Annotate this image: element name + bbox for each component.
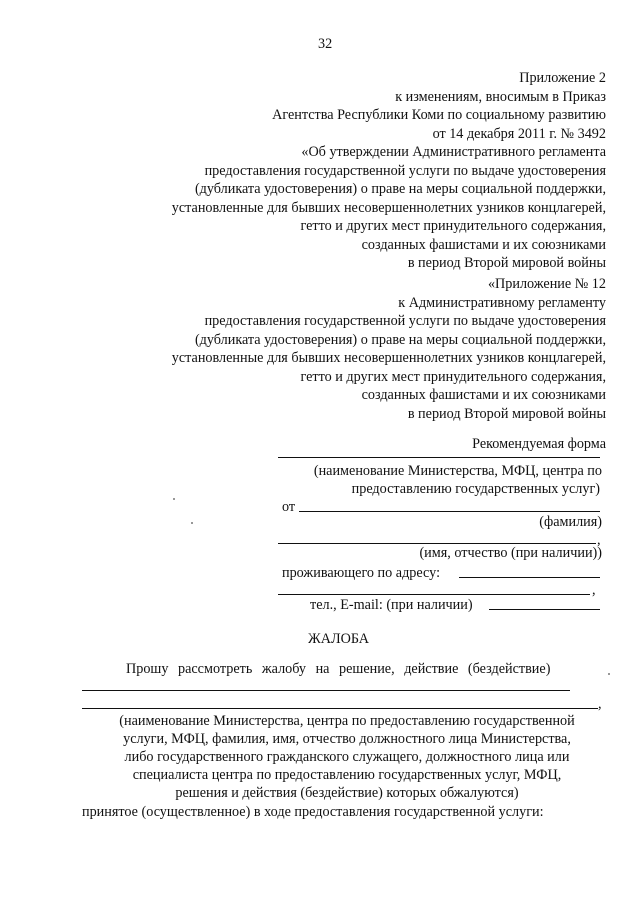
appendix-2-line: от 14 декабря 2011 г. № 3492 xyxy=(432,126,606,142)
appendix-12-line: (дубликата удостоверения) о праве на меры социальной поддержки, xyxy=(194,332,606,348)
appendix-2-line: Агентства Республики Коми по социальному развитию xyxy=(272,107,606,123)
recommended-form-label: Рекомендуемая форма xyxy=(472,436,606,452)
address-field-comma: , xyxy=(592,582,596,598)
page-number: 32 xyxy=(318,36,333,52)
address-field-continued[interactable] xyxy=(278,594,590,595)
name-field-comma: , xyxy=(597,532,601,548)
appendix-12-line: гетто и других мест принудительного содержания, xyxy=(300,369,606,385)
address-field[interactable] xyxy=(459,577,600,578)
appendix-2-line: установленные для бывших несовершеннолетних узников концлагерей, xyxy=(171,200,606,216)
appendix-2-line: созданных фашистами и их союзниками xyxy=(361,237,606,253)
appendix-12-line: установленные для бывших несовершеннолетних узников концлагерей, xyxy=(171,350,606,366)
complaint-caption-line: либо государственного гражданского служащего, должностного лица или xyxy=(124,749,570,765)
complaint-caption-line: услуги, МФЦ, фамилия, имя, отчество должностного лица Министерства, xyxy=(123,731,571,747)
complaint-caption-line: (наименование Министерства, центра по предоставлению государственной xyxy=(119,713,575,729)
name-field[interactable] xyxy=(278,543,596,544)
appendix-12-line: «Приложение № 12 xyxy=(487,276,606,292)
from-label: от xyxy=(282,499,296,515)
name-caption: (имя, отчество (при наличии)) xyxy=(419,545,602,561)
complaint-subject-comma: , xyxy=(598,696,602,712)
appendix-12-line: в период Второй мировой войны xyxy=(407,406,606,422)
phone-email-label: тел., E-mail: (при наличии) xyxy=(310,597,473,613)
scan-speck xyxy=(191,522,193,524)
appendix-2-line: предоставления государственной услуги по выдаче удостоверения xyxy=(204,163,606,179)
appendix-2-line: «Об утверждении Административного регламента xyxy=(301,144,606,160)
complaint-title: ЖАЛОБА xyxy=(308,631,370,647)
surname-field[interactable] xyxy=(299,511,600,512)
appendix-12-line: к Административному регламенту xyxy=(398,295,606,311)
phone-email-field[interactable] xyxy=(489,609,600,610)
complaint-subject-field[interactable] xyxy=(82,690,570,691)
complaint-adopted-line: принятое (осуществленное) в ходе предоставления государственной услуги: xyxy=(82,804,544,820)
appendix-2-line: (дубликата удостоверения) о праве на меры социальной поддержки, xyxy=(194,181,606,197)
appendix-2-line: в период Второй мировой войны xyxy=(407,255,606,271)
scan-speck xyxy=(608,673,610,675)
appendix-2-line: гетто и других мест принудительного содержания, xyxy=(300,218,606,234)
address-label: проживающего по адресу: xyxy=(282,565,441,581)
complaint-subject-field-continued[interactable] xyxy=(82,708,598,709)
recipient-caption-line: предоставлению государственных услуг) xyxy=(351,481,600,497)
complaint-caption-line: решения и действия (бездействие) которых обжалуются) xyxy=(175,785,519,801)
complaint-caption-line: специалиста центра по предоставлению государственных услуг, МФЦ, xyxy=(132,767,562,783)
appendix-2-line: к изменениям, вносимым в Приказ xyxy=(395,89,606,105)
recipient-name-field[interactable] xyxy=(278,457,600,458)
appendix-2-line: Приложение 2 xyxy=(519,70,606,86)
scan-speck xyxy=(173,498,175,500)
surname-caption: (фамилия) xyxy=(539,514,602,530)
appendix-12-line: созданных фашистами и их союзниками xyxy=(361,387,606,403)
appendix-12-line: предоставления государственной услуги по выдаче удостоверения xyxy=(204,313,606,329)
recipient-caption-line: (наименование Министерства, МФЦ, центра по xyxy=(313,463,602,479)
complaint-request-line: Прошу рассмотреть жалобу на решение, действие (бездействие) xyxy=(126,661,551,677)
